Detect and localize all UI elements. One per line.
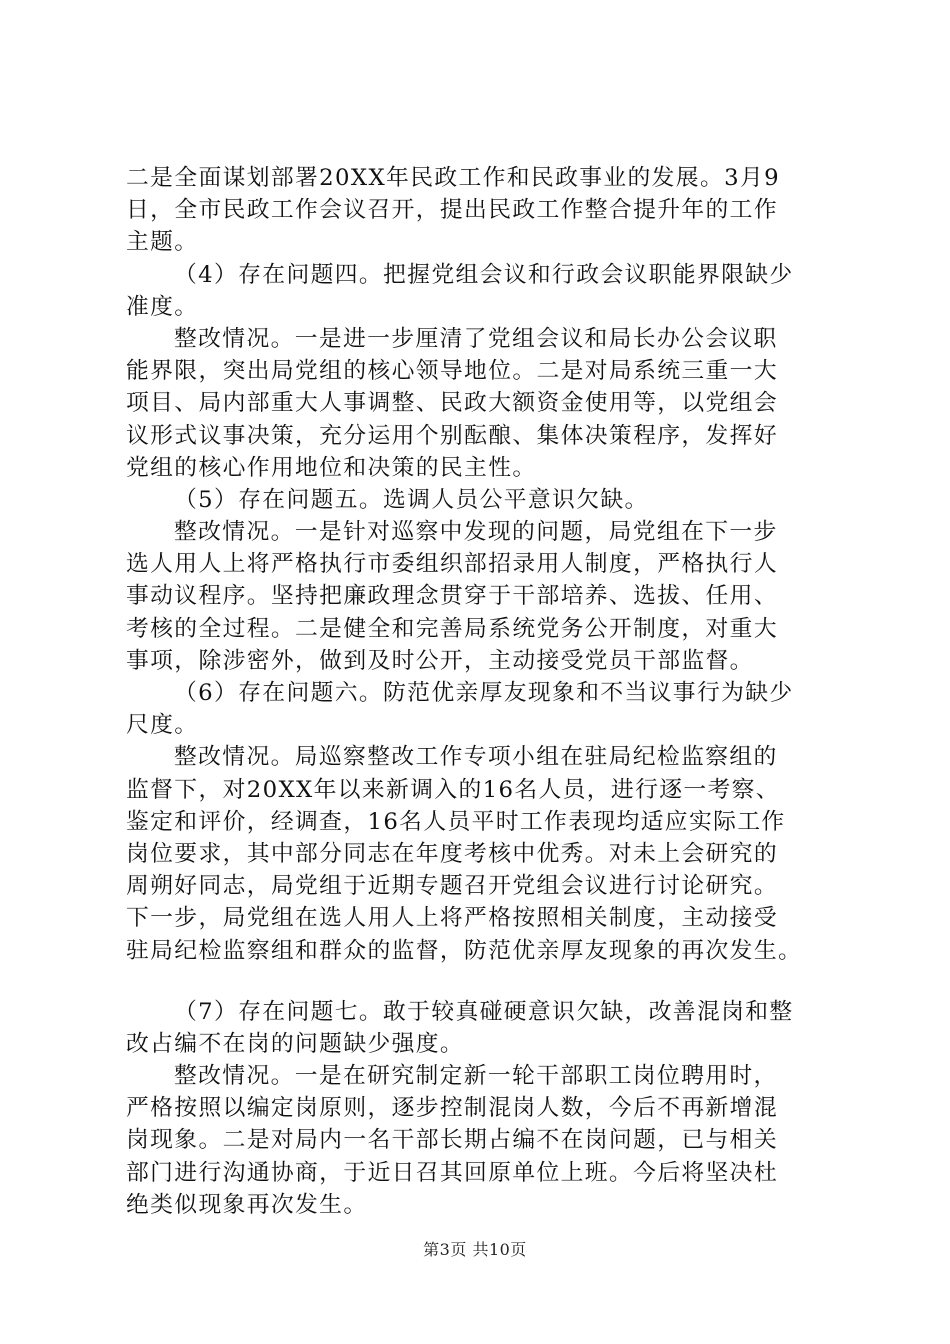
text-line: 驻局纪检监察组和群众的监督，防范优亲厚友现象的再次发生。 bbox=[126, 937, 803, 964]
text-line: 日，全市民政工作会议召开，提出民政工作整合提升年的工作 bbox=[126, 197, 778, 224]
problem-heading-5: （5）存在问题五。选调人员公平意识欠缺。 bbox=[174, 486, 649, 513]
text-line: 周朔好同志，局党组于近期专题召开党组会议进行讨论研究。 bbox=[126, 873, 778, 900]
text-line: 事动议程序。坚持把廉政理念贯穿于干部培养、选拔、任用、 bbox=[126, 583, 778, 610]
text-line: 事项，除涉密外，做到及时公开，主动接受党员干部监督。 bbox=[126, 647, 754, 674]
text-line: 绝类似现象再次发生。 bbox=[126, 1191, 368, 1218]
problem-heading-4: （4）存在问题四。把握党组会议和行政会议职能界限缺少 bbox=[174, 261, 794, 288]
paragraph-gap bbox=[126, 967, 846, 996]
text-line: 下一步，局党组在选人用人上将严格按照相关制度，主动接受 bbox=[126, 905, 778, 932]
text-line: 能界限，突出局党组的核心领导地位。二是对局系统三重一大 bbox=[126, 358, 778, 385]
text-line: 项目、局内部重大人事调整、民政大额资金使用等，以党组会 bbox=[126, 390, 778, 417]
text-line: 准度。 bbox=[126, 293, 199, 320]
document-body bbox=[126, 162, 846, 1221]
text-line: 选人用人上将严格执行市委组织部招录用人制度，严格执行人 bbox=[126, 551, 778, 578]
text-line: 考核的全过程。二是健全和完善局系统党务公开制度，对重大 bbox=[126, 615, 778, 642]
text-line: 岗位要求，其中部分同志在年度考核中优秀。对未上会研究的 bbox=[126, 840, 778, 867]
text-line: 改占编不在岗的问题缺少强度。 bbox=[126, 1030, 465, 1057]
rectification-paragraph-start: 整改情况。一是在研究制定新一轮干部职工岗位聘用时， bbox=[174, 1063, 778, 1090]
text-line: 岗现象。二是对局内一名干部长期占编不在岗问题，已与相关 bbox=[126, 1127, 778, 1154]
text-line: 鉴定和评价，经调查，16名人员平时工作表现均适应实际工作 bbox=[126, 808, 786, 835]
rectification-paragraph-start: 整改情况。一是进一步厘清了党组会议和局长办公会议职 bbox=[174, 325, 778, 352]
rectification-paragraph-start: 整改情况。局巡察整改工作专项小组在驻局纪检监察组的 bbox=[174, 744, 778, 771]
problem-heading-6: （6）存在问题六。防范优亲厚友现象和不当议事行为缺少 bbox=[174, 680, 794, 706]
text-line: 部门进行沟通协商，于近日召其回原单位上班。今后将坚决杜 bbox=[126, 1159, 778, 1186]
text-line: 议形式议事决策，充分运用个别酝酿、集体决策程序，发挥好 bbox=[126, 422, 778, 449]
text-line: 监督下，对20XX年以来新调入的16名人员，进行逐一考察、 bbox=[126, 776, 780, 803]
page-number-footer: 第3页 共10页 bbox=[423, 1240, 527, 1259]
rectification-paragraph-start: 整改情况。一是针对巡察中发现的问题，局党组在下一步 bbox=[174, 519, 778, 546]
text-line: 尺度。 bbox=[126, 712, 199, 739]
text-line: 二是全面谋划部署20XX年民政工作和民政事业的发展。3月9 bbox=[126, 165, 780, 191]
text-line: 严格按照以编定岗原则，逐步控制混岗人数，今后不再新增混 bbox=[126, 1095, 778, 1122]
problem-heading-7: （7）存在问题七。敢于较真碰硬意识欠缺，改善混岗和整 bbox=[174, 998, 794, 1025]
text-line: 主题。 bbox=[126, 229, 199, 256]
text-line: 党组的核心作用地位和决策的民主性。 bbox=[126, 454, 537, 481]
